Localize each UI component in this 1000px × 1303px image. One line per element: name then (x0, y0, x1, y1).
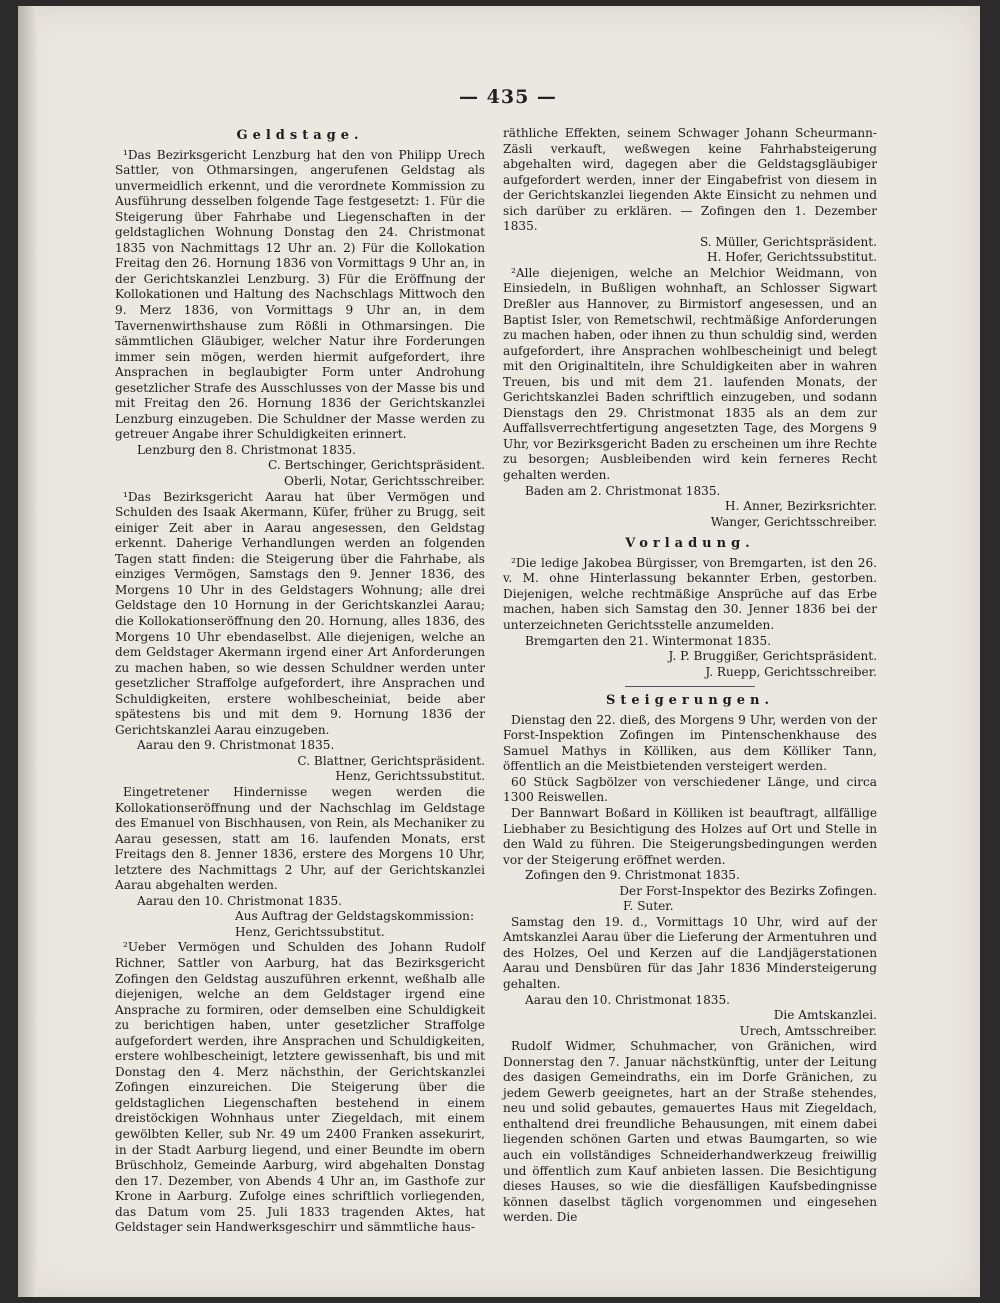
notice-date: Lenzburg den 8. Christmonat 1835. (137, 442, 356, 457)
notice-signature: Aus Auftrag der Geldstagskommission: (235, 909, 475, 924)
section-heading-geldstage: Geldstage. (236, 128, 364, 143)
notice-text: ¹Das Bezirksgericht Aarau hat über Vermögen und Schulden des Isaak Akermann, Küfer, früher zu Brugg, seit einiger Zeit aber in Aarau angesessen, den Geldstag erkennt. Daherige Verhandlungen werden an folgenden Tagen statt finden: die Steigerung über die Fahrhabe, als einziges Vermögen, Samstags den 9. Jenner 1836, des Morgens 10 Uhr in des Geldstagers Wohnung; alle drei Geldstage den 10 Hornung in der Gerichtskanzlei Aarau; die Kollokationseröffnung den 20. Hornung, alles 1836, des Morgens 10 Uhr ebendaselbst. Alle diejenigen, welche an dem Geldstager Akermann irgend einer Art Anforderungen zu machen haben, so wie dessen Schuldner werden unter gesetzlicher Straffolge aufgefordert, ihre Ansprachen und Schuldigkeiten, erstere wohlbescheiniat, beide aber spätestens bis und mit dem 9. Hornung 1836 der Gerichtskanzlei Aarau einzugeben. (115, 489, 485, 737)
section-heading-vorladung: Vorladung. (625, 536, 755, 552)
notice-signature: Die Amtskanzlei. (773, 1008, 877, 1023)
page-number: — 435 — (459, 86, 557, 108)
notice-signature: F. Suter. (623, 899, 674, 914)
notice-signature: J. Ruepp, Gerichtsschreiber. (705, 664, 877, 679)
section-heading-steigerungen: Steigerungen. (605, 693, 775, 709)
notice-signature: Wanger, Gerichtsschreiber. (710, 514, 877, 529)
notice-signature: H. Hofer, Gerichtssubstitut. (707, 250, 877, 265)
notice-signature: Henz, Gerichtssubstitut. (335, 769, 485, 784)
notice-text: ²Alle diejenigen, welche an Melchior Weidmann, von Einsiedeln, in Bußligen wohnhaft, an Schlosser Sigwart Dreßler aus Hannover, zu Birmistorf angesessen, und an Baptist Isler, von Remetschwil, rechtmäßige Anforderungen zu machen haben, oder ihnen zu thun schuldig sind, werden aufgefordert, ihre Ansprachen wohlbescheinigt und belegt mit den Originaltiteln, ihre Schuldigkeiten aber in wahren Treuen, bis und mit dem 21. laufenden Monats, der Gerichtskanzlei Baden schriftlich einzugeben, und sodann Dienstags den 29. Christmonat 1835 als an dem zur Auffallsverrechtfertigung angesetzten Tage, des Morgens 9 Uhr, vor Bezirksgericht Baden zu erscheinen um ihre Rechte zu besorgen; Ausbleibenden wird kein ferneres Recht gehalten werden. (503, 265, 877, 483)
notice-date: Zofingen den 9. Christmonat 1835. (525, 868, 740, 883)
left-column (115, 126, 485, 1236)
notice-text: Eingetretener Hindernisse wegen werden die Kollokationseröffnung und der Nachschlag im Geldstage des Emanuel von Bischhausen, von Rein, als Mechaniker zu Aarau gesessen, statt am 16. laufenden Monats, erst Freitags den 8. Jenner 1836, erstere des Morgens 10 Uhr, letztere des Nachmittags 2 Uhr, auf der Gerichtskanzlei Aarau abgehalten werden. (115, 784, 485, 893)
page-spine (18, 6, 38, 1297)
notice-date: Aarau den 9. Christmonat 1835. (137, 738, 335, 753)
notice-date: Aarau den 10. Christmonat 1835. (137, 893, 343, 908)
notice-signature: H. Anner, Bezirksrichter. (725, 499, 877, 514)
notice-text: Rudolf Widmer, Schuhmacher, von Gränichen, wird Donnerstag den 7. Januar nächstkünftig, unter der Leitung des dasigen Gemeindraths, ein im Dorfe Gränichen, zu jedem Gewerb geeignetes, hart an der Straße stehendes, neu und solid gebautes, gemauertes Haus mit Ziegeldach, enthaltend drei freundliche Behausungen, mit einem dabei liegenden schönen Garten und etwas Baumgarten, so wie auch ein vollständiges Schneiderhandwerkzeug freiwillig und öffentlich zum Kauf anbieten lassen. Die Besichtigung dieses Hauses, so wie die diesfälligen Kaufsbedingnisse können daselbst täglich vorgenommen und eingesehen werden. Die (503, 1039, 877, 1225)
notice-signature: Der Forst-Inspektor des Bezirks Zofingen. (619, 883, 877, 898)
notice-text: räthliche Effekten, seinem Schwager Johann Scheurmann-Zäsli verkauft, weßwegen keine Fahrhabsteigerung abgehalten wird, dagegen aber die Geldstagsgläubiger aufgefordert werden, inner der Eingabefrist von diesem in der Gerichtskanzlei liegenden Akte Einsicht zu nehmen und sich darüber zu erklären. — Zofingen den 1. Dezember 1835. (503, 126, 877, 234)
right-column (503, 126, 877, 1226)
notice-text: ¹Das Bezirksgericht Lenzburg hat den von Philipp Urech Sattler, von Othmarsingen, angerufenen Geldstag als unvermeidlich erkennt, und die verordnete Kommission zu Ausführung desselben folgende Tage festgesetzt: 1. Für die Steigerung über Fahrhabe und Liegenschaften in der geldstaglichen Wohnung Donstag den 24. Christmonat 1835 von Nachmittags 12 Uhr an. 2) Für die Kollokation Freitag den 26. Hornung 1836 von Vormittags 9 Uhr an, in der Gerichtskanzlei Lenzburg. 3) Für die Eröffnung der Kollokationen und Haltung des Nachschlags Mittwoch den 9. Merz 1836, von Vormittags 9 Uhr an, in dem Tavernenwirthshause zum Rößli in Othmarsingen. Die sämmtlichen Gläubiger, welcher Natur ihre Forderungen immer sein mögen, werden hiermit aufgefordert, ihre Ansprachen in beglaubigter Form unter Androhung gesetzlicher Strafe des Ausschlusses von der Masse bis und mit Freitag den 26. Hornung 1836 der Gerichtskanzlei Lenzburg einzugeben. Die Schuldner der Masse werden zu getreuer Angabe ihrer Schuldigkeiten erinnert. (115, 147, 485, 442)
notice-date: Baden am 2. Christmonat 1835. (525, 483, 721, 498)
notice-text: Der Bannwart Boßard in Kölliken ist beauftragt, allfällige Liebhaber zu Besichtigung des Holzes auf Ort und Stelle in den Wald zu führen. Die Steigerungsbedingungen werden vor der Steigerung eröffnet werden. (503, 805, 877, 867)
notice-text: Dienstag den 22. dieß, des Morgens 9 Uhr, werden von der Forst-Inspektion Zofingen im Pintenschenkhause des Samuel Mathys in Kölliken, aus dem Kölliker Tann, öffentlich an die Meistbietenden versteigert werden. (503, 712, 877, 774)
notice-signature: Oberli, Notar, Gerichtsschreiber. (284, 474, 485, 489)
notice-text: Samstag den 19. d., Vormittags 10 Uhr, wird auf der Amtskanzlei Aarau über die Lieferung der Armentuhren und des Holzes, Oel und Kerzen auf die Landjägerstationen Aarau und Densbüren für das Jahr 1836 Mindersteigerung gehalten. (503, 914, 877, 991)
notice-date: Bremgarten den 21. Wintermonat 1835. (525, 633, 772, 648)
notice-text: 60 Stück Sagbölzer von verschiedener Länge, und circa 1300 Reiswellen. (503, 774, 877, 805)
notice-signature: Henz, Gerichtssubstitut. (235, 924, 385, 939)
notice-date: Aarau den 10. Christmonat 1835. (525, 992, 731, 1007)
notice-signature: S. Müller, Gerichtspräsident. (699, 234, 877, 249)
divider (625, 686, 755, 687)
notice-text: ²Ueber Vermögen und Schulden des Johann Rudolf Richner, Sattler von Aarburg, hat das Bezirksgericht Zofingen den Geldstag auszuführen erkennt, weßhalb alle diejenigen, welche an dem Geldstager irgend eine Ansprache zu formiren, oder demselben eine Schuldigkeit zu berichtigen haben, unter gesetzlicher Straffolge aufgefordert werden, ihre Ansprachen und Schuldigkeiten, erstere wohlbescheinigt, letztere gewissenhaft, bis und mit Donstag den 4. Merz nächsthin, der Gerichtskanzlei Zofingen einzureichen. Die Steigerung über die geldstaglichen Liegenschaften bestehend in einem dreistöckigen Wohnhaus unter Ziegeldach, mit einem gewölbten Keller, sub Nr. 49 um 2400 Franken assekurirt, in der Stadt Aarburg liegend, und einer Beundte im obern Brüschholz, Gemeinde Aarburg, wird abgehalten Donstag den 17. Dezember, von Abends 4 Uhr an, im Gasthofe zur Krone in Aarburg. Zufolge eines schriftlich vorliegenden, das Datum vom 25. Juli 1833 tragenden Aktes, hat Geldstager sein Handwerksgeschirr und sämmtliche haus- (115, 940, 485, 1235)
notice-text: ²Die ledige Jakobea Bürgisser, von Bremgarten, ist den 26. v. M. ohne Hinterlassung bekannter Erben, gestorben. Diejenigen, welche rechtmäßige Ansprüche auf das Erbe machen, haben sich Samstag den 30. Jenner 1836 bei der unterzeichneten Gerichtsstelle anzumelden. (503, 555, 877, 632)
newspaper-page (18, 6, 980, 1297)
notice-signature: C. Blattner, Gerichtspräsident. (297, 753, 485, 768)
notice-signature: J. P. Bruggißer, Gerichtspräsident. (668, 649, 877, 664)
notice-signature: Urech, Amtsschreiber. (739, 1023, 877, 1038)
notice-signature: C. Bertschinger, Gerichtspräsident. (268, 458, 485, 473)
